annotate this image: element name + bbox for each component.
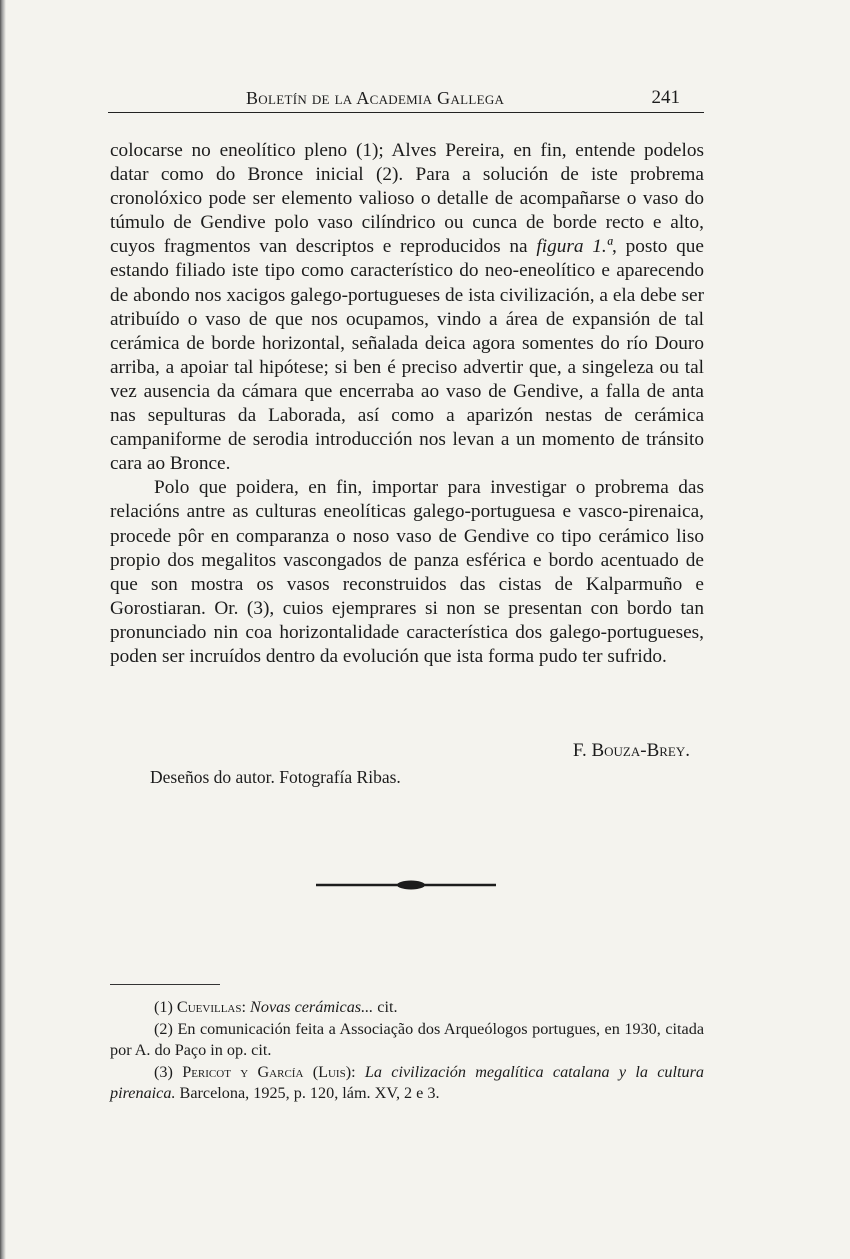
running-header [108, 86, 704, 113]
paragraph-1-text: colocarse no eneolítico pleno (1); Alves Pereira, en fin, entende podelos datar como do Bronce inicial (2). Para a solución de iste probrema cronolóxico pode ser elemento valioso o detalle de acompañarse o vaso do túmulo de Gendive polo vaso cilíndrico ou cunca de borde recto e alto, cuyos fragmentos van descriptos e reproducidos na [110, 140, 704, 258]
figure-reference: figura 1.ª [536, 236, 613, 258]
paragraph-2: Polo que poidera, en fin, importar para investigar o probrema das relacións antre as culturas eneolíticas galego-portuguesa e vasco-pirenaica, procede pôr en comparanza o noso vaso de Gendive co tipo cerámico liso propio dos megalitos vascongados de panza esférica e bordo acentuado de que son mostra os vasos reconstruidos das cistas de Kalparmuño e Gorostiaran. Or. (3), cuios ejemprares si non se presentan con bordo tan pronunciado nin coa horizontalidade característica dos galego-portugueses, poden ser incruídos dentro da evolución que ista forma pudo ter sufrido. [110, 477, 704, 667]
footnote-rule [110, 984, 220, 985]
footnote-1 [110, 997, 704, 1019]
footnote-1-number: (1) [154, 998, 173, 1016]
journal-title: Boletín de la Academia Gallega [246, 88, 505, 108]
footnote-3 [110, 1062, 704, 1105]
paragraph-1 [110, 139, 704, 476]
author-signature: F. Bouza-Brey. [572, 740, 690, 761]
footnote-2-number: (2) [154, 1019, 173, 1038]
footnote-1-author: Cuevillas: [176, 998, 246, 1016]
footnote-3-author: Pericot y García (Luis): [182, 1062, 356, 1081]
footnote-2-text: En comunicación feita a Associação dos Arqueólogos portugues, en 1930, citada por A. do Paço in op. cit. [110, 1019, 705, 1059]
footnote-3-number: (3) [154, 1062, 173, 1081]
footnote-1-rest: cit. [377, 998, 398, 1016]
footnote-1-title: Novas cerámicas... [250, 998, 374, 1016]
image-credit: Deseños do autor. Fotografía Ribas. [150, 767, 401, 787]
footnote-2 [110, 1019, 704, 1062]
page-number: 241 [651, 87, 680, 108]
paragraph-1-continuation: , posto que estando filiado iste tipo como característico do neo-eneolítico e aparecendo de abondo nos xacigos galego-portugueses de ista civilización, a ela debe ser atribuído o vaso de que nos ocupamos, vindo a área de expansión de tal cerámica de borde horizontal, señalada deica agora somentes do río Douro arriba, a apoiar tal hipótese; si ben é preciso advertir que, a singeleza ou tal vez ausencia da cámara que encerraba ao vaso de Gendive, a falla de anta nas sepulturas da Laborada, así como a aparizón nestas de cerámica campaniforme de serodia introducción nos levan a un momento de tránsito cara ao Bronce. [110, 236, 704, 475]
ornament-divider [316, 878, 496, 892]
scan-edge-shadow [0, 0, 6, 1259]
footnote-3-rest: Barcelona, 1925, p. 120, lám. XV, 2 e 3. [179, 1084, 440, 1102]
footnotes [110, 997, 704, 1105]
article-body [110, 139, 704, 669]
footnote-3-title: La civilización megalítica catalana y la cultura pirenaica. [110, 1062, 704, 1102]
